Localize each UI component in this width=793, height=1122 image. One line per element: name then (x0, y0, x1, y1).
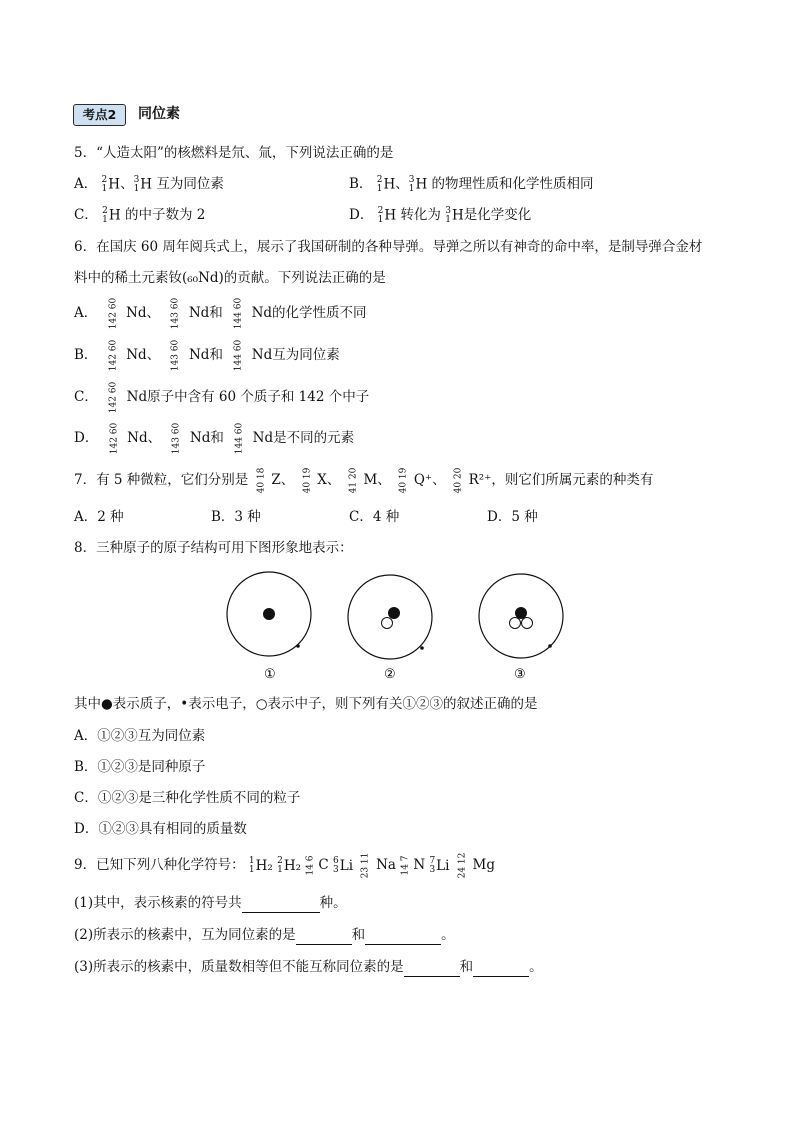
mass-number: 6 (333, 856, 339, 866)
proton-dot (263, 608, 275, 620)
neutron-dot (510, 618, 521, 629)
option-text: 原子中含有 60 个质子和 142 个中子 (147, 389, 370, 405)
question-text: 。 (441, 927, 455, 943)
q8-option-b: B．①②③是同种原子 (74, 759, 206, 775)
element-symbol: Nd (252, 430, 274, 446)
element-symbol: Mg (472, 857, 495, 873)
element-symbol: C (318, 857, 329, 873)
isotope-numbers: 144 60 (233, 297, 244, 330)
element-symbol: Nd (188, 305, 210, 321)
atomic-number: 1 (248, 865, 255, 875)
q6-option-d (74, 422, 355, 455)
element-symbol: H (140, 176, 153, 193)
element-symbol: N (413, 857, 426, 873)
particle-symbol: Z (271, 472, 281, 488)
mass-number: 3 (408, 174, 415, 185)
isotope-numbers: 40 20 (453, 467, 464, 494)
q6-option-b (74, 339, 340, 372)
q7-stem (74, 467, 654, 494)
atomic-number: 1 (408, 183, 415, 194)
electron-dot (548, 644, 552, 648)
question-text: 种。 (319, 895, 347, 911)
nuclide-h2 (378, 205, 397, 226)
separator: 、 (280, 472, 295, 488)
mass-number: 3 (445, 205, 451, 216)
mass-number: 2 (101, 174, 108, 185)
option-text: 互为同位素 (272, 347, 340, 363)
q8-stem: 8．三种原子的原子结构可用下图形象地表示： (74, 540, 353, 556)
element-symbol: Nd (251, 347, 273, 363)
q7-option-a: A．2 种 (74, 509, 124, 525)
atomic-number: 1 (133, 183, 140, 194)
q9-stem (74, 852, 495, 879)
electron-dot (420, 646, 424, 650)
q8-option-d: D．①②③具有相同的质量数 (74, 821, 247, 837)
separator: 、 (146, 305, 161, 321)
nuclide-h2 (377, 174, 396, 195)
nuclide-h3 (445, 205, 464, 226)
mass-number: 2 (277, 856, 283, 866)
atom-2 (348, 575, 432, 682)
option-text: 的中子数为 2 (124, 207, 206, 223)
answer-blank[interactable] (242, 898, 320, 913)
separator: 、 (395, 176, 409, 192)
q8-legend: 其中●表示质子，•表示电子，○表示中子，则下列有关①②③的叙述正确的是 (74, 696, 538, 712)
option-label: A． (74, 176, 98, 192)
mass-number: 7 (429, 856, 436, 866)
mass-number: 2 (377, 205, 384, 216)
q6-stem-line-1: 6．在国庆 60 周年阅兵式上，展示了我国研制的各种导弹。导弹之所以有神奇的命中率，是制导弹合金材 (74, 239, 703, 255)
option-text: 是化学变化 (463, 207, 532, 223)
question-text: 和 (351, 927, 366, 943)
element-symbol: H (383, 176, 396, 193)
isotope-numbers: 142 60 (108, 422, 119, 455)
option-label: B． (74, 347, 98, 363)
atom-diagrams (0, 566, 793, 696)
nuclide-h3 (409, 174, 428, 195)
conjunction: 和 (209, 347, 223, 363)
atomic-number: 1 (377, 214, 384, 225)
option-text: 的物理性质和化学性质相同 (431, 176, 594, 192)
element-symbol: Nd (126, 389, 148, 405)
electron-dot (296, 644, 300, 648)
q8-option-a: A．①②③互为同位素 (74, 728, 206, 744)
separator: 、 (377, 472, 391, 488)
isotope-numbers: 40 18 (255, 467, 266, 494)
particle-symbol: M (363, 472, 378, 488)
atomic-number: 1 (101, 183, 108, 194)
option-text: 转化为 (400, 207, 441, 223)
question-text: 。 (529, 959, 543, 975)
option-text: 的化学性质不同 (272, 305, 367, 321)
answer-blank[interactable] (296, 930, 352, 945)
conjunction: 和 (209, 305, 223, 321)
q7-option-d: D．5 种 (487, 509, 538, 525)
q9-part-3 (74, 957, 543, 977)
chem-symbol (429, 856, 449, 876)
particle-symbol: Q⁺ (413, 472, 433, 488)
element-symbol: Li (436, 857, 450, 874)
mass-number: 1 (248, 856, 255, 866)
q6-option-c (74, 381, 370, 414)
chem-symbol (249, 856, 273, 876)
isotope-numbers: 143 60 (171, 422, 182, 455)
element-symbol: Nd (189, 430, 211, 446)
stem-text: ，则它们所属元素的种类有 (491, 472, 654, 488)
separator: 、 (147, 430, 162, 446)
mass-number: 3 (133, 174, 140, 185)
section-badge: 考点2 (73, 104, 126, 126)
nuclide-h2 (102, 174, 121, 195)
element-symbol: H₂ (283, 857, 302, 874)
isotope-numbers: 40 19 (398, 467, 409, 494)
stem-text: 7．有 5 种微粒，它们分别是 (74, 472, 249, 488)
answer-blank[interactable] (365, 930, 441, 945)
element-symbol: Nd (126, 347, 147, 363)
q6-option-a (74, 297, 367, 330)
option-label: A． (74, 305, 98, 321)
isotope-numbers: 142 60 (107, 339, 118, 372)
isotope-numbers: 14 6 (305, 855, 316, 876)
mass-number: 2 (376, 174, 383, 185)
element-symbol: Na (376, 857, 396, 873)
element-symbol: H (108, 207, 121, 224)
proton-dot (388, 607, 400, 619)
isotope-numbers: 144 60 (233, 339, 244, 372)
option-text: 是不同的元素 (273, 430, 355, 446)
atom-label: ① (264, 667, 276, 682)
atomic-number: 1 (102, 214, 108, 225)
conjunction: 和 (210, 430, 224, 446)
q9-part-2 (74, 925, 455, 945)
option-label: D． (74, 430, 99, 446)
isotope-numbers: 24 12 (457, 852, 468, 879)
particle-symbol: X (317, 472, 327, 488)
section-title: 同位素 (138, 106, 180, 122)
atomic-number: 1 (376, 183, 383, 194)
element-symbol: H (415, 176, 428, 193)
atom-1 (227, 572, 311, 682)
isotope-numbers: 142 60 (107, 297, 118, 330)
isotope-numbers: 14 7 (400, 855, 411, 876)
atom-3 (479, 574, 563, 682)
q5-option-b (349, 174, 594, 195)
mass-number: 2 (102, 205, 108, 216)
particle-symbol: R²⁺ (468, 472, 492, 488)
element-symbol: Nd (127, 430, 148, 446)
option-text: 互为同位素 (156, 176, 224, 192)
isotope-numbers: 40 19 (301, 467, 312, 494)
atomic-number: 1 (277, 865, 283, 875)
chem-symbol (333, 856, 353, 876)
atomic-number: 3 (333, 865, 339, 875)
option-label: D． (349, 207, 374, 223)
answer-blank[interactable] (404, 962, 460, 977)
isotope-numbers: 143 60 (170, 297, 181, 330)
neutron-dot (382, 618, 393, 629)
element-symbol: Li (339, 857, 354, 874)
element-symbol: H₂ (255, 857, 273, 874)
question-text: 和 (459, 959, 474, 975)
question-text: (1)其中，表示核素的符号共 (74, 895, 242, 911)
atom-label: ③ (514, 667, 526, 682)
q7-option-c: C．4 种 (349, 509, 400, 525)
separator: 、 (120, 176, 134, 192)
separator: 、 (326, 472, 341, 488)
isotope-numbers: 41 20 (348, 467, 359, 494)
q5-option-d (349, 205, 531, 226)
isotope-numbers: 23 11 (360, 852, 371, 879)
q7-option-b: B．3 种 (211, 509, 261, 525)
separator: 、 (432, 472, 446, 488)
chem-symbol (277, 856, 301, 876)
stem-text: 9．已知下列八种化学符号： (74, 857, 245, 873)
q6-stem-line-2: 料中的稀土元素钕(₆₀Nd)的贡献。下列说法正确的是 (74, 270, 386, 286)
isotope-numbers: 144 60 (234, 422, 245, 455)
element-symbol: H (451, 207, 464, 224)
option-label: B． (349, 176, 373, 192)
element-symbol: Nd (188, 347, 210, 363)
option-label: C． (74, 207, 98, 223)
answer-blank[interactable] (473, 962, 529, 977)
element-symbol: Nd (126, 305, 147, 321)
q5-stem: 5．“人造太阳”的核燃料是氘、氚，下列说法正确的是 (74, 145, 394, 161)
atomic-number: 3 (429, 865, 436, 875)
option-label: C． (74, 389, 98, 405)
separator: 、 (146, 347, 161, 363)
element-symbol: H (384, 207, 397, 224)
q9-part-1 (74, 893, 347, 913)
proton-dot (515, 607, 527, 619)
nuclide-h2 (102, 205, 121, 226)
atomic-number: 1 (445, 214, 451, 225)
atom-label: ② (384, 667, 396, 682)
q5-option-a (74, 174, 224, 195)
question-text: (2)所表示的核素中，互为同位素的是 (74, 927, 296, 943)
neutron-dot (522, 618, 533, 629)
isotope-numbers: 142 60 (108, 381, 119, 414)
q8-option-c: C．①②③是三种化学性质不同的粒子 (74, 790, 301, 806)
element-symbol: Nd (251, 305, 273, 321)
isotope-numbers: 143 60 (170, 339, 181, 372)
element-symbol: H (108, 176, 121, 193)
question-text: (3)所表示的核素中，质量数相等但不能互称同位素的是 (74, 959, 404, 975)
nuclide-h3 (134, 174, 153, 195)
q5-option-c (74, 205, 205, 226)
